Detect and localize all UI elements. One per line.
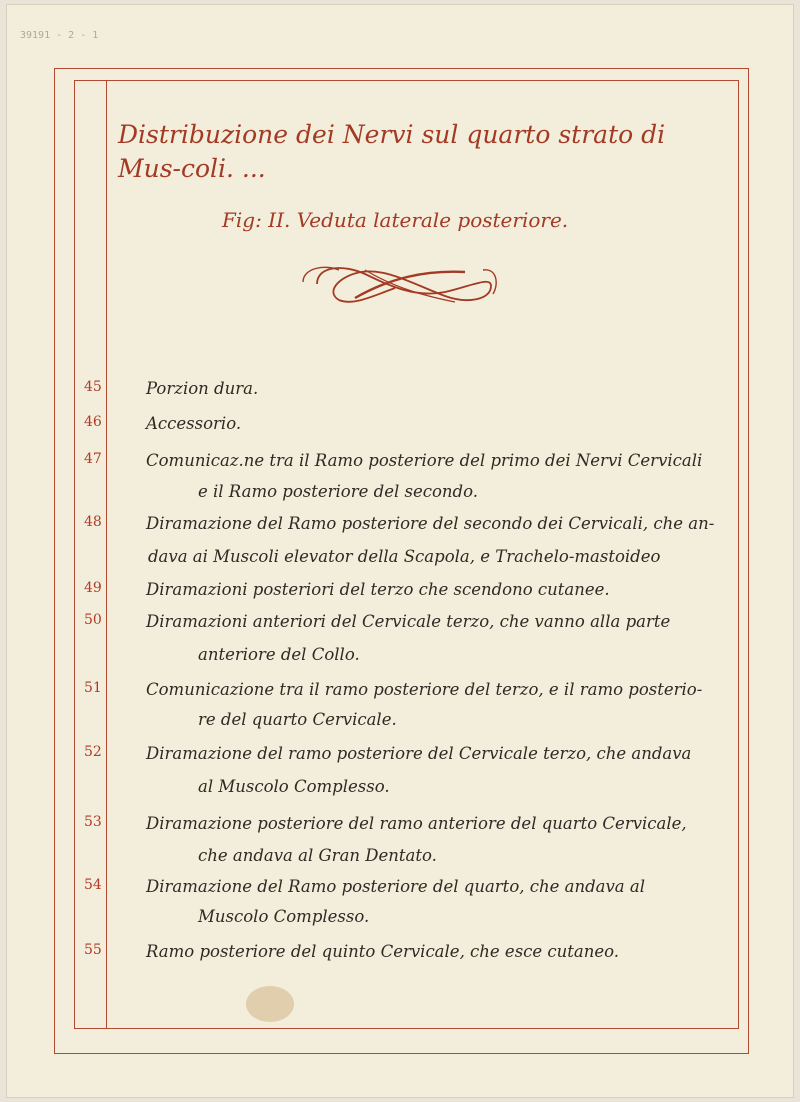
entry-text-continued: dava ai Muscoli elevator della Scapola, e Trachelo-mastoideo [148,547,661,566]
entry-text: Porzion dura. [146,379,259,398]
entry-text-continued: Muscolo Complesso. [198,907,370,926]
entry-text-continued: re del quarto Cervicale. [198,710,397,729]
entry-text-continued: al Muscolo Complesso. [198,777,390,796]
entry-text-continued: e il Ramo posteriore del secondo. [198,482,478,501]
calligraphic-flourish [295,258,505,310]
entry-text: Diramazioni anteriori del Cervicale terzo, che vanno alla parte [146,612,671,631]
entry-text-continued: anteriore del Collo. [198,645,360,664]
entry-number: 51 [84,680,102,696]
entry-text: Diramazione del Ramo posteriore del secondo dei Cervicali, che an- [146,514,715,533]
entry-text: Comunicazione tra il ramo posteriore del terzo, e il ramo posterio- [146,680,703,699]
figure-subtitle: Fig: II. Veduta laterale posteriore. [222,208,569,232]
entry-number: 53 [84,814,102,830]
entry-number: 48 [84,514,102,530]
entry-text: Comunicaz.ne tra il Ramo posteriore del primo dei Nervi Cervicali [146,451,703,470]
entry-number: 54 [84,877,102,893]
entry-text: Ramo posteriore del quinto Cervicale, che esce cutaneo. [146,942,620,961]
entry-number: 47 [84,451,102,467]
entry-text: Diramazione del ramo posteriore del Cervicale terzo, che andava [146,744,692,763]
entry-number: 49 [84,580,102,596]
entry-text: Diramazione del Ramo posteriore del quarto, che andava al [146,877,645,896]
entry-text-continued: che andava al Gran Dentato. [198,846,437,865]
entry-number: 50 [84,612,102,628]
entry-number: 45 [84,379,102,395]
entry-text: Diramazione posteriore del ramo anteriore del quarto Cervicale, [146,814,687,833]
entry-number: 55 [84,942,102,958]
entry-text: Diramazioni posteriori del terzo che scendono cutanee. [146,580,610,599]
entry-number: 52 [84,744,102,760]
catalog-mark: 39191 - 2 - 1 [20,30,99,41]
entry-text: Accessorio. [146,414,242,433]
page-title: Distribuzione dei Nervi sul quarto strato di Mus-coli. ... [118,120,666,183]
entry-number: 46 [84,414,102,430]
